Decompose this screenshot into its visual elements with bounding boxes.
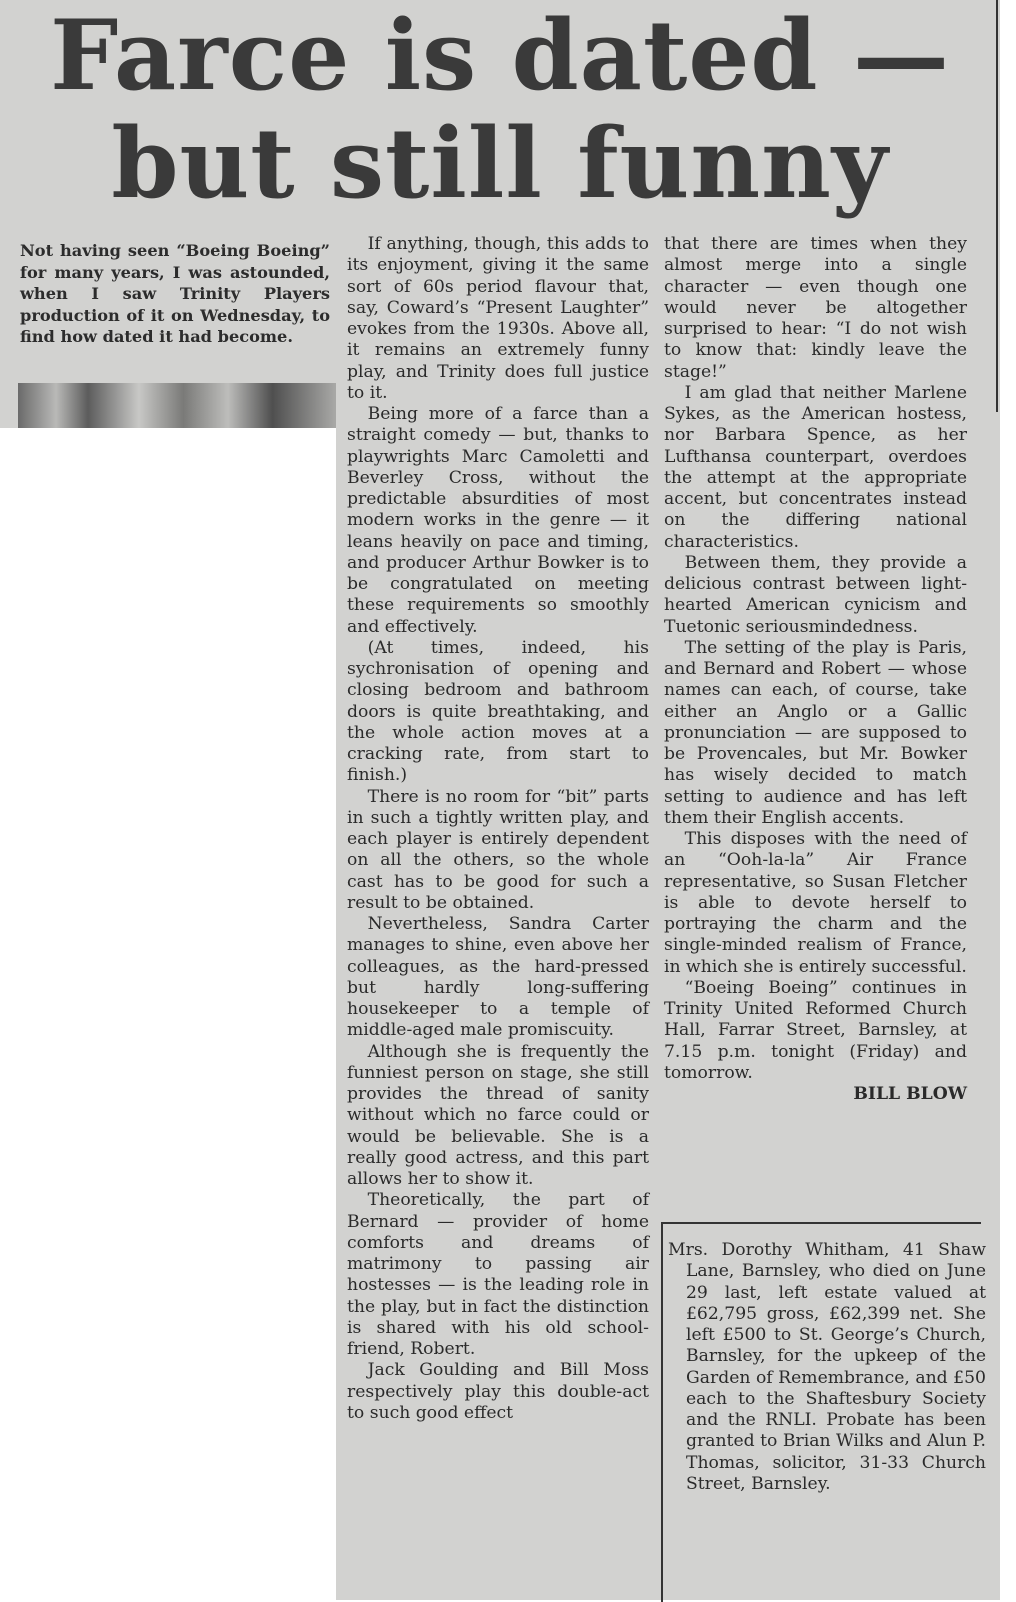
paragraph-continued: that there are times when they almost merge into a single character — even though one would never be altogether surprised to hear: “I do not wish to know that: kindly leave the stage!”	[664, 234, 967, 382]
paragraph: Between them, they provide a delicious contrast between light-hearted American cynicism and Tuetonic seriousmindedness.	[664, 552, 967, 637]
paragraph: Being more of a farce than a straight comedy — but, thanks to playwrights Marc Camoletti and Beverley Cross, without the predictable absurdities of most modern works in the genre — it leans heavily on pace and timing, and producer Arthur Bowker is to be congratulated on meeting these requirements so smoothly and effectively.	[347, 404, 649, 637]
paragraph: This disposes with the need of an “Ooh-la-la” Air France representative, so Susan Fletcher is able to devote herself to portraying the charm and the single-minded realism of France, in which she is entirely successful.	[664, 829, 967, 977]
headline-line-2: but still funny	[111, 107, 889, 220]
byline: BILL BLOW	[853, 1084, 967, 1104]
probate-notice: Mrs. Dorothy Whitham, 41 Shaw Lane, Barnsley, who died on June 29 last, left estate valued at £62,795 gross, £62,399 net. She left £500 to St. George’s Church, Barnsley, for the upkeep of the Garden of Remembrance, and £50 each to the Shaftesbury Society and the RNLI. Probate has been granted to Brian Wilks and Alun P. Thomas, solicitor, 31-33 Church Street, Barnsley.	[668, 1240, 986, 1494]
paragraph: Jack Goulding and Bill Moss respectively play this double-act to such good effect	[347, 1360, 649, 1423]
paragraph: Although she is frequently the funniest person on stage, she still provides the thread of sanity without which no farce could or would be believable. She is a really good actress, and this part allows her to show it.	[347, 1041, 649, 1189]
article-column-3	[664, 234, 967, 1105]
paragraph: There is no room for “bit” parts in such a tightly written play, and each player is entirely dependent on all the others, so the whole cast has to be good for such a result to be obtained.	[347, 786, 649, 913]
paragraph: If anything, though, this adds to its enjoyment, giving it the same sort of 60s period flavour that, say, Coward’s “Present Laughter” evokes from the 1930s. Above all, it remains an extremely funny play, and Trinity does full justice to it.	[347, 234, 649, 403]
headline	[0, 0, 1000, 218]
paragraph: Nevertheless, Sandra Carter manages to shine, even above her colleagues, as the hard-pressed but hardly long-suffering housekeeper to a temple of middle-aged male promiscuity.	[347, 914, 649, 1041]
paragraph: (At times, indeed, his sychronisation of opening and closing bedroom and bathroom doors is quite breathtaking, and the whole action moves at a cracking rate, from start to finish.)	[347, 637, 649, 786]
article-column-2	[347, 234, 649, 1424]
photo-fragment	[18, 383, 336, 428]
standfirst: Not having seen “Boeing Boeing” for many years, I was astounded, when I saw Trinity Players production of it on Wednesday, to find how dated it had become.	[20, 241, 330, 346]
paragraph: Theoretically, the part of Bernard — provider of home comforts and dreams of matrimony to passing air hostesses — is the leading role in the play, but in fact the distinction is shared with his old school-friend, Robert.	[347, 1190, 649, 1359]
headline-line-1: Farce is dated —	[50, 0, 950, 112]
paragraph: The setting of the play is Paris, and Bernard and Robert — whose names can each, of course, take either an Anglo or a Gallic pronunciation — are supposed to be Provencales, but Mr. Bowker has wisely decided to match setting to audience and has left them their English accents.	[664, 637, 967, 828]
paragraph: “Boeing Boeing” continues in Trinity United Reformed Church Hall, Farrar Street, Barnsley, at 7.15 p.m. tonight (Friday) and tomorrow.	[664, 977, 967, 1083]
paragraph: I am glad that neither Marlene Sykes, as the American hostess, nor Barbara Spence, as her Lufthansa counterpart, overdoes the attempt at the appropriate accent, but concentrates instead on the differing national characteristics.	[664, 382, 967, 552]
